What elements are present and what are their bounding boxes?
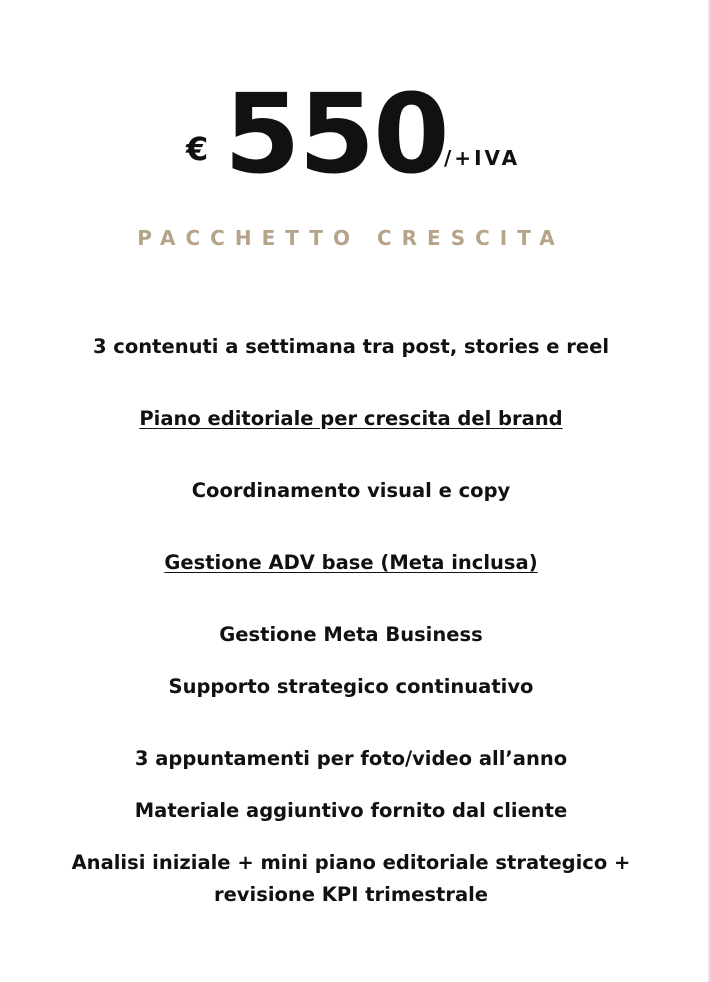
feature-item: Supporto strategico continuativo xyxy=(168,675,534,698)
price-suffix: /+IVA xyxy=(444,146,521,170)
price-block xyxy=(0,72,702,202)
feature-item: Gestione Meta Business xyxy=(219,623,483,646)
package-title: PACCHETTO CRESCITA xyxy=(137,226,565,250)
feature-item: 3 appuntamenti per foto/video all’anno xyxy=(134,747,568,770)
feature-item: Materiale aggiuntivo fornito dal cliente xyxy=(134,799,568,822)
price-amount: 550 xyxy=(224,70,448,198)
feature-item: 3 contenuti a settimana tra post, stories e reel xyxy=(92,335,610,358)
currency-symbol: € xyxy=(186,130,209,168)
feature-item-link[interactable]: Piano editoriale per crescita del brand xyxy=(139,407,563,430)
feature-item: Analisi iniziale + mini piano editoriale strategico + revisione KPI trimestrale xyxy=(71,851,631,906)
feature-item: Coordinamento visual e copy xyxy=(191,479,511,502)
feature-item-link[interactable]: Gestione ADV base (Meta inclusa) xyxy=(164,551,538,574)
